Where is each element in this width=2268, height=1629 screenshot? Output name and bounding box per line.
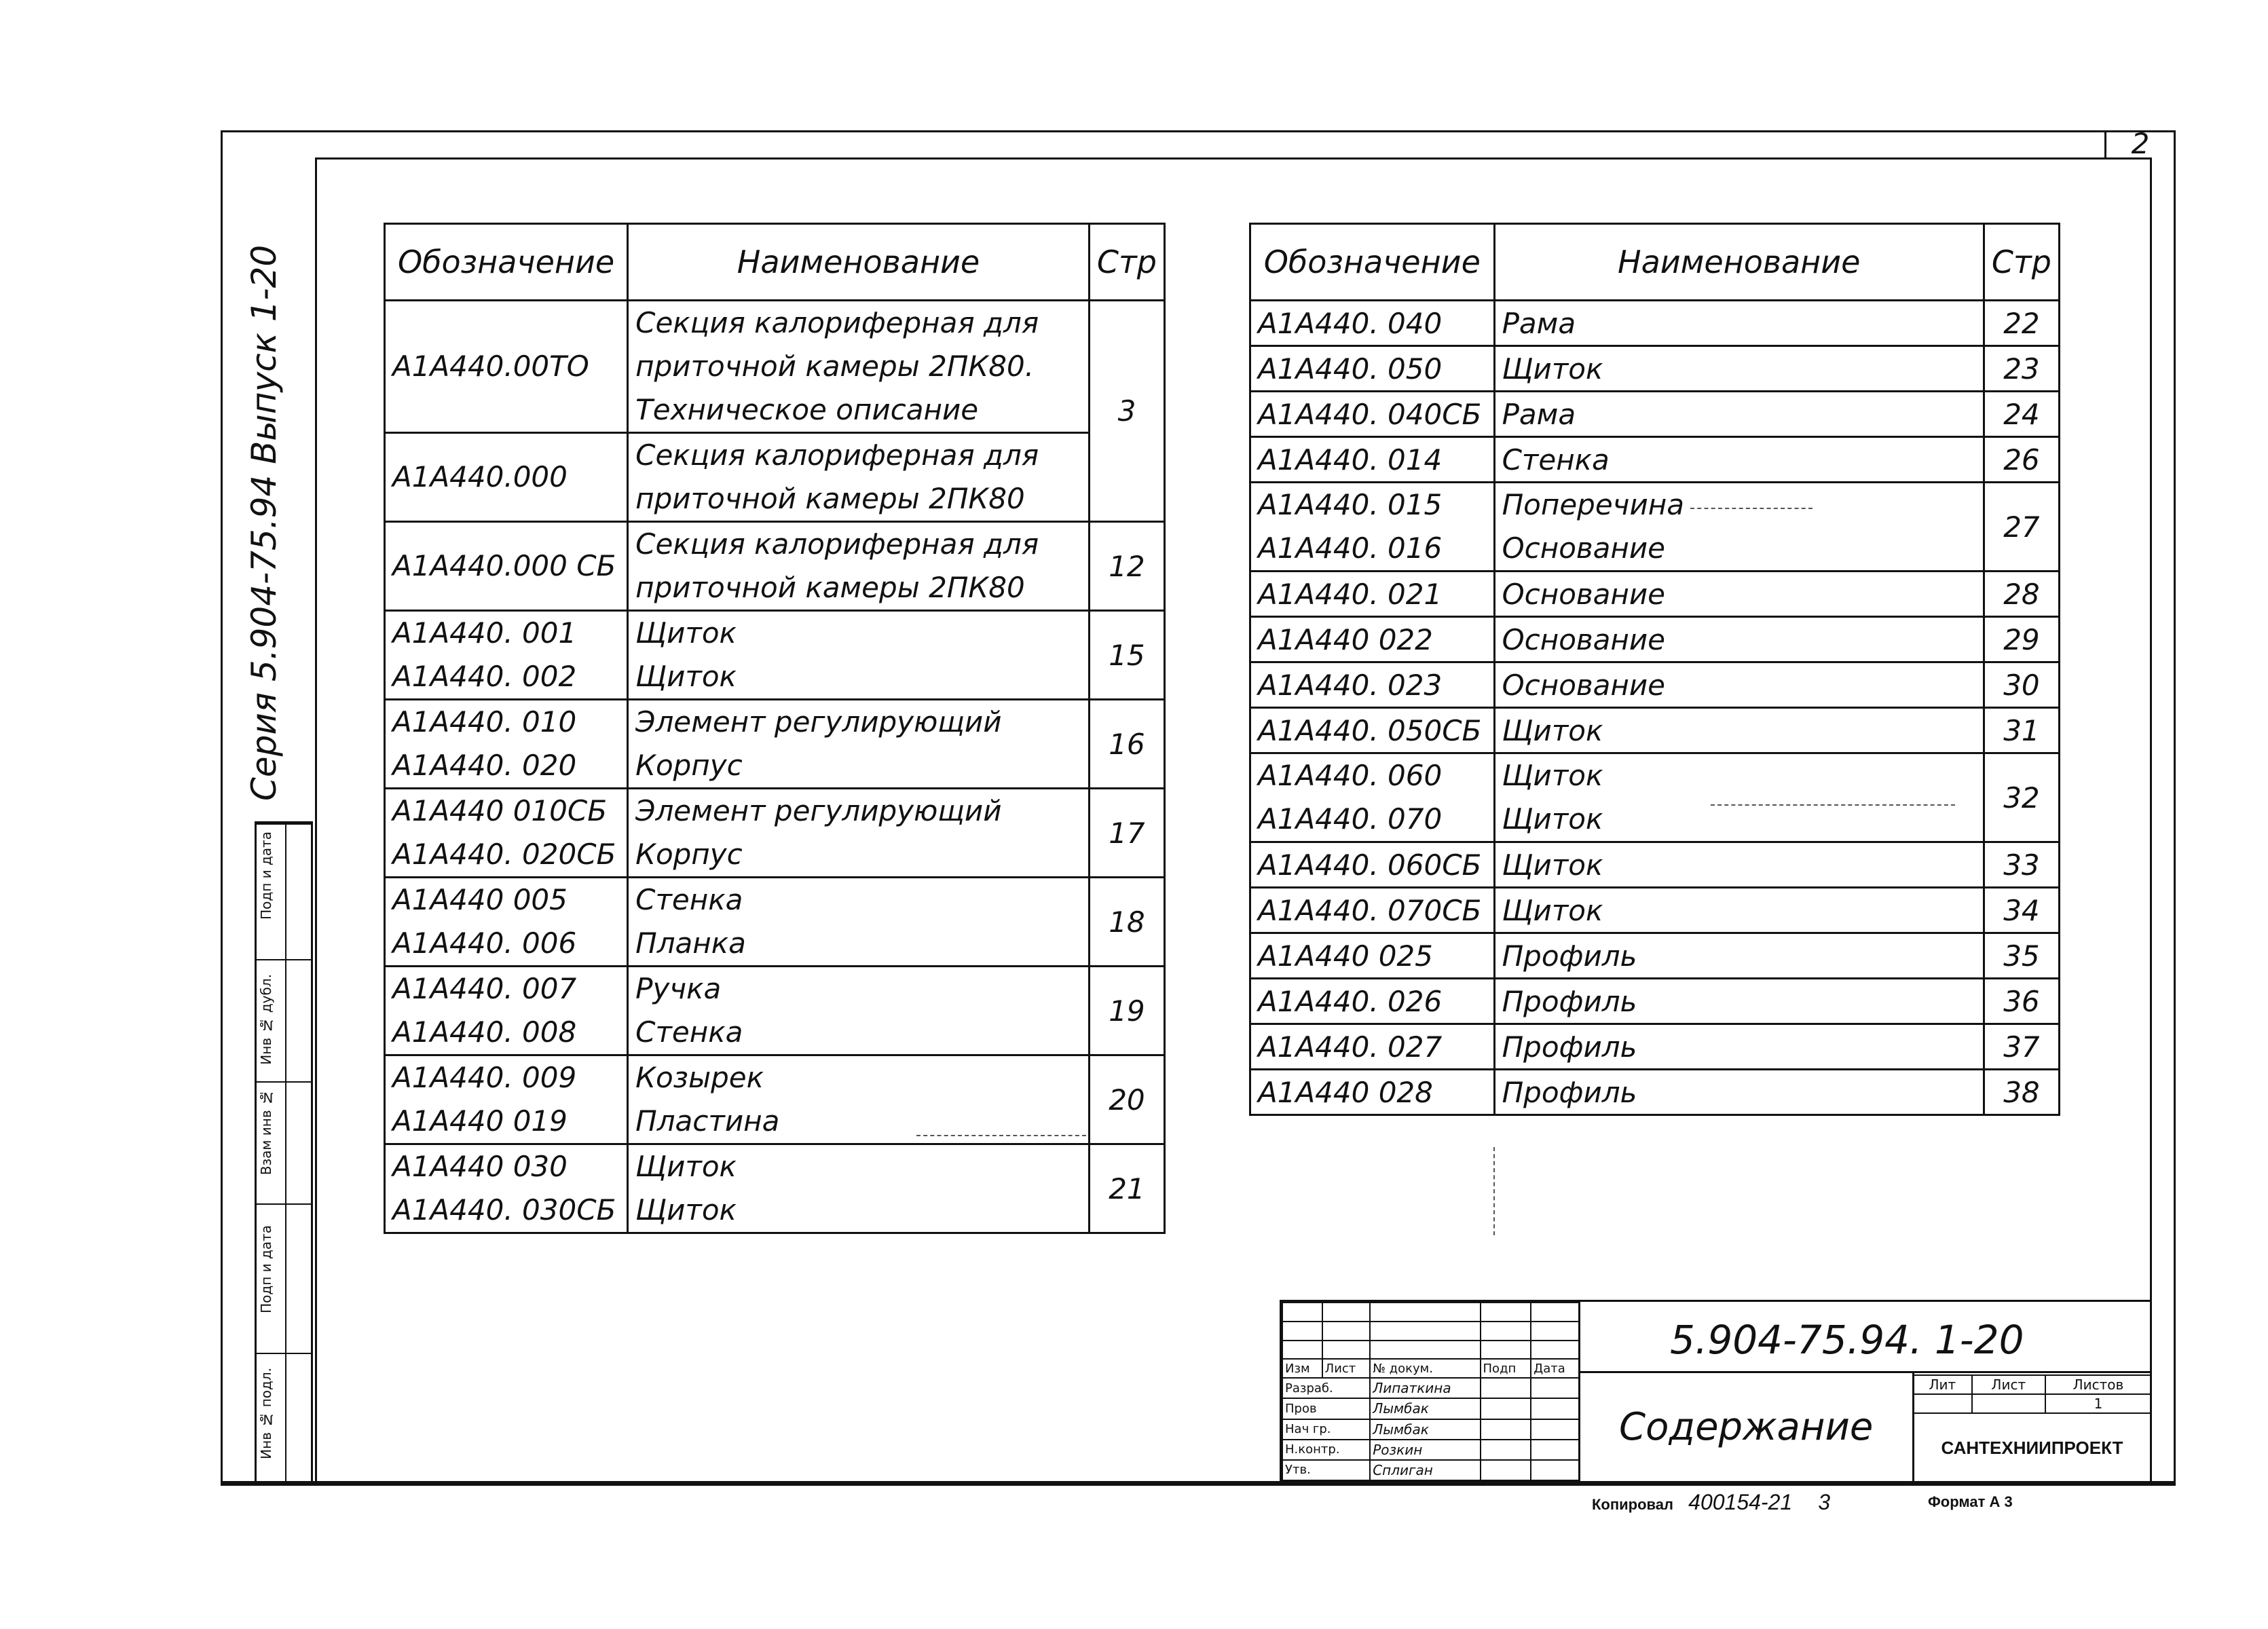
dashed-mark	[1493, 1147, 1495, 1235]
page-cell: 33	[1984, 842, 2059, 888]
page-cell: 34	[1984, 888, 2059, 933]
code-cell: A1A440.000	[385, 433, 628, 522]
lit-value	[1972, 1394, 2045, 1413]
binding-stamp	[255, 821, 313, 1483]
role-row	[1282, 1440, 1580, 1460]
role-name: Лымбак	[1370, 1398, 1480, 1419]
stamp-cell	[257, 823, 311, 960]
stamp-label: Взам инв №	[258, 1089, 274, 1176]
code-cell: A1A440 030 A1A440. 030СБ	[385, 1144, 628, 1233]
column-header-page: Стр	[1984, 224, 2059, 301]
table-row	[385, 700, 1165, 789]
table-row	[1250, 617, 2060, 662]
page-cell: 3	[1089, 301, 1164, 522]
table-row	[1250, 572, 2060, 617]
role-row	[1282, 1419, 1580, 1440]
name-cell: Поперечина Основание	[1494, 483, 1984, 572]
name-cell: Секция калориферная для приточной камеры 2ПК80	[628, 522, 1090, 611]
dashed-mark	[1711, 804, 1955, 806]
title-block-header-row	[1282, 1359, 1580, 1378]
page-cell: 19	[1089, 967, 1164, 1055]
stamp-cell	[257, 959, 311, 1083]
page-cell: 32	[1984, 753, 2059, 842]
page-cell: 35	[1984, 933, 2059, 979]
copy-sheet: 3	[1818, 1490, 1831, 1514]
page-cell: 15	[1089, 611, 1164, 700]
name-cell: Секция калориферная для приточной камеры 2ПК80	[628, 433, 1090, 522]
page-cell: 30	[1984, 662, 2059, 708]
code-cell: A1A440 005 A1A440. 006	[385, 878, 628, 967]
code-cell: A1A440. 009 A1A440 019	[385, 1055, 628, 1144]
table-row	[1250, 1070, 2060, 1115]
table-row	[385, 1144, 1165, 1233]
role-name: Липаткина	[1370, 1378, 1480, 1398]
stamp-label: Подп и дата	[258, 1225, 274, 1313]
table-row	[385, 1055, 1165, 1144]
code-cell: A1A440. 014	[1250, 437, 1495, 483]
name-cell: Основание	[1494, 572, 1984, 617]
code-cell: A1A440. 040	[1250, 301, 1495, 346]
name-cell: Основание	[1494, 617, 1984, 662]
stamp-cell	[257, 1353, 311, 1483]
table-row	[385, 611, 1165, 700]
page-cell: 18	[1089, 878, 1164, 967]
role-name: Сплиган	[1370, 1460, 1480, 1480]
table-row	[385, 522, 1165, 611]
stamp-label: Подп и дата	[258, 831, 274, 920]
role-row	[1282, 1460, 1580, 1480]
page-cell: 36	[1984, 979, 2059, 1024]
role-label: Н.контр.	[1282, 1440, 1370, 1460]
name-cell: Стенка Планка	[628, 878, 1090, 967]
table-row	[1250, 888, 2060, 933]
lit-header: Лист	[1972, 1375, 2045, 1394]
code-cell: A1A440 022	[1250, 617, 1495, 662]
table-row	[385, 878, 1165, 967]
name-cell: Профиль	[1494, 933, 1984, 979]
page-cell: 17	[1089, 789, 1164, 878]
copy-line	[1592, 1490, 1841, 1515]
table-row	[1250, 392, 2060, 437]
name-cell: Профиль	[1494, 1024, 1984, 1070]
col-label: № докум.	[1370, 1359, 1480, 1378]
lit-value	[1913, 1394, 1972, 1413]
name-cell: Основание	[1494, 662, 1984, 708]
name-cell: Щиток	[1494, 708, 1984, 753]
name-cell: Щиток	[1494, 888, 1984, 933]
col-label: Дата	[1531, 1359, 1580, 1378]
dashed-mark	[1690, 508, 1812, 509]
name-cell: Щиток Щиток	[628, 1144, 1090, 1233]
title-block-signatures	[1282, 1302, 1580, 1481]
contents-table-left	[384, 223, 1166, 1234]
role-label: Разраб.	[1282, 1378, 1370, 1398]
table-row	[1250, 708, 2060, 753]
role-label: Утв.	[1282, 1460, 1370, 1480]
column-header-page: Стр	[1089, 224, 1164, 301]
code-cell: A1A440. 007 A1A440. 008	[385, 967, 628, 1055]
code-cell: A1A440.000 СБ	[385, 522, 628, 611]
code-cell: A1A440. 060СБ	[1250, 842, 1495, 888]
page-cell: 37	[1984, 1024, 2059, 1070]
code-cell: A1A440. 027	[1250, 1024, 1495, 1070]
code-cell: A1A440. 023	[1250, 662, 1495, 708]
page-number: 2	[2104, 130, 2174, 157]
code-cell: A1A440. 010 A1A440. 020	[385, 700, 628, 789]
table-row	[385, 301, 1165, 433]
organization-name: САНТЕХНИИПРОЕКТ	[1941, 1438, 2123, 1458]
table-header-row	[385, 224, 1165, 301]
document-code: 5.904-75.94. 1-20	[1670, 1317, 2024, 1363]
sheet-count-box	[1912, 1374, 2152, 1412]
name-cell: Щиток Щиток	[1494, 753, 1984, 842]
page-cell: 16	[1089, 700, 1164, 789]
name-cell: Щиток	[1494, 842, 1984, 888]
table-header-row	[1250, 224, 2060, 301]
name-cell: Ручка Стенка	[628, 967, 1090, 1055]
name-cell: Рама	[1494, 392, 1984, 437]
stamp-label: Инв № подл.	[258, 1368, 274, 1459]
role-row	[1282, 1398, 1580, 1419]
page-cell: 23	[1984, 346, 2059, 392]
col-label: Изм	[1282, 1359, 1322, 1378]
stamp-divider	[285, 823, 286, 1481]
name-cell: Элемент регулирующий Корпус	[628, 700, 1090, 789]
table-row	[1250, 1024, 2060, 1070]
copy-number: 400154-21	[1688, 1490, 1793, 1514]
name-cell: Щиток	[1494, 346, 1984, 392]
table-row	[385, 433, 1165, 522]
stamp-cell	[257, 1203, 311, 1354]
column-header-name: Наименование	[628, 224, 1090, 301]
series-label: Серия 5.904-75.94 Выпуск 1-20	[244, 244, 284, 801]
role-name: Лымбак	[1370, 1419, 1480, 1440]
name-cell: Профиль	[1494, 979, 1984, 1024]
table-row	[1250, 346, 2060, 392]
copied-label: Копировал	[1592, 1496, 1674, 1513]
role-name: Розкин	[1370, 1440, 1480, 1460]
format-label: Формат А 3	[1928, 1493, 2013, 1510]
page-cell: 38	[1984, 1070, 2059, 1115]
table-row	[1250, 437, 2060, 483]
code-cell: A1A440. 040СБ	[1250, 392, 1495, 437]
code-cell: A1A440. 021	[1250, 572, 1495, 617]
page-cell: 28	[1984, 572, 2059, 617]
table-row	[1250, 301, 2060, 346]
lit-value: 1	[2045, 1394, 2151, 1413]
code-cell: A1A440 010СБ A1A440. 020СБ	[385, 789, 628, 878]
dashed-mark	[916, 1135, 1086, 1136]
code-cell: A1A440.00ТО	[385, 301, 628, 433]
page-cell: 26	[1984, 437, 2059, 483]
stamp-cell	[257, 1081, 311, 1205]
role-label: Нач гр.	[1282, 1419, 1370, 1440]
sheet-title: Содержание	[1619, 1405, 1874, 1449]
lit-header: Лит	[1913, 1375, 1972, 1394]
table-row	[1250, 979, 2060, 1024]
sheet-bottom-line	[221, 1483, 2176, 1486]
code-cell: A1A440 028	[1250, 1070, 1495, 1115]
page-cell: 24	[1984, 392, 2059, 437]
page-cell: 12	[1089, 522, 1164, 611]
name-cell: Профиль	[1494, 1070, 1984, 1115]
code-cell: A1A440. 015 A1A440. 016	[1250, 483, 1495, 572]
code-cell: A1A440. 001 A1A440. 002	[385, 611, 628, 700]
name-cell: Щиток Щиток	[628, 611, 1090, 700]
table-row	[1250, 662, 2060, 708]
page-cell: 20	[1089, 1055, 1164, 1144]
column-header-name: Наименование	[1494, 224, 1984, 301]
role-row	[1282, 1378, 1580, 1398]
table-row	[385, 967, 1165, 1055]
column-header-code: Обозначение	[385, 224, 628, 301]
code-cell: A1A440. 050	[1250, 346, 1495, 392]
page-cell: 21	[1089, 1144, 1164, 1233]
column-header-code: Обозначение	[1250, 224, 1495, 301]
page-cell: 29	[1984, 617, 2059, 662]
code-cell: A1A440. 026	[1250, 979, 1495, 1024]
lit-header: Листов	[2045, 1375, 2151, 1394]
code-cell: A1A440. 050СБ	[1250, 708, 1495, 753]
name-cell: Стенка	[1494, 437, 1984, 483]
page-cell: 22	[1984, 301, 2059, 346]
title-block-rule	[1578, 1371, 2152, 1373]
title-block-rule	[1578, 1300, 1580, 1483]
code-cell: A1A440. 070СБ	[1250, 888, 1495, 933]
table-row	[1250, 483, 2060, 572]
col-label: Лист	[1322, 1359, 1371, 1378]
code-cell: A1A440. 060 A1A440. 070	[1250, 753, 1495, 842]
name-cell: Рама	[1494, 301, 1984, 346]
table-row	[1250, 842, 2060, 888]
name-cell: Элемент регулирующий Корпус	[628, 789, 1090, 878]
role-label: Пров	[1282, 1398, 1370, 1419]
table-row	[385, 789, 1165, 878]
page-cell: 27	[1984, 483, 2059, 572]
table-row	[1250, 933, 2060, 979]
table-row	[1250, 753, 2060, 842]
code-cell: A1A440 025	[1250, 933, 1495, 979]
col-label: Подп	[1481, 1359, 1531, 1378]
contents-table-right	[1249, 223, 2060, 1116]
name-cell: Секция калориферная для приточной камеры 2ПК80. Техническое описание	[628, 301, 1090, 433]
page-cell: 31	[1984, 708, 2059, 753]
name-cell: Козырек Пластина	[628, 1055, 1090, 1144]
stamp-label: Инв № дубл.	[258, 974, 274, 1065]
